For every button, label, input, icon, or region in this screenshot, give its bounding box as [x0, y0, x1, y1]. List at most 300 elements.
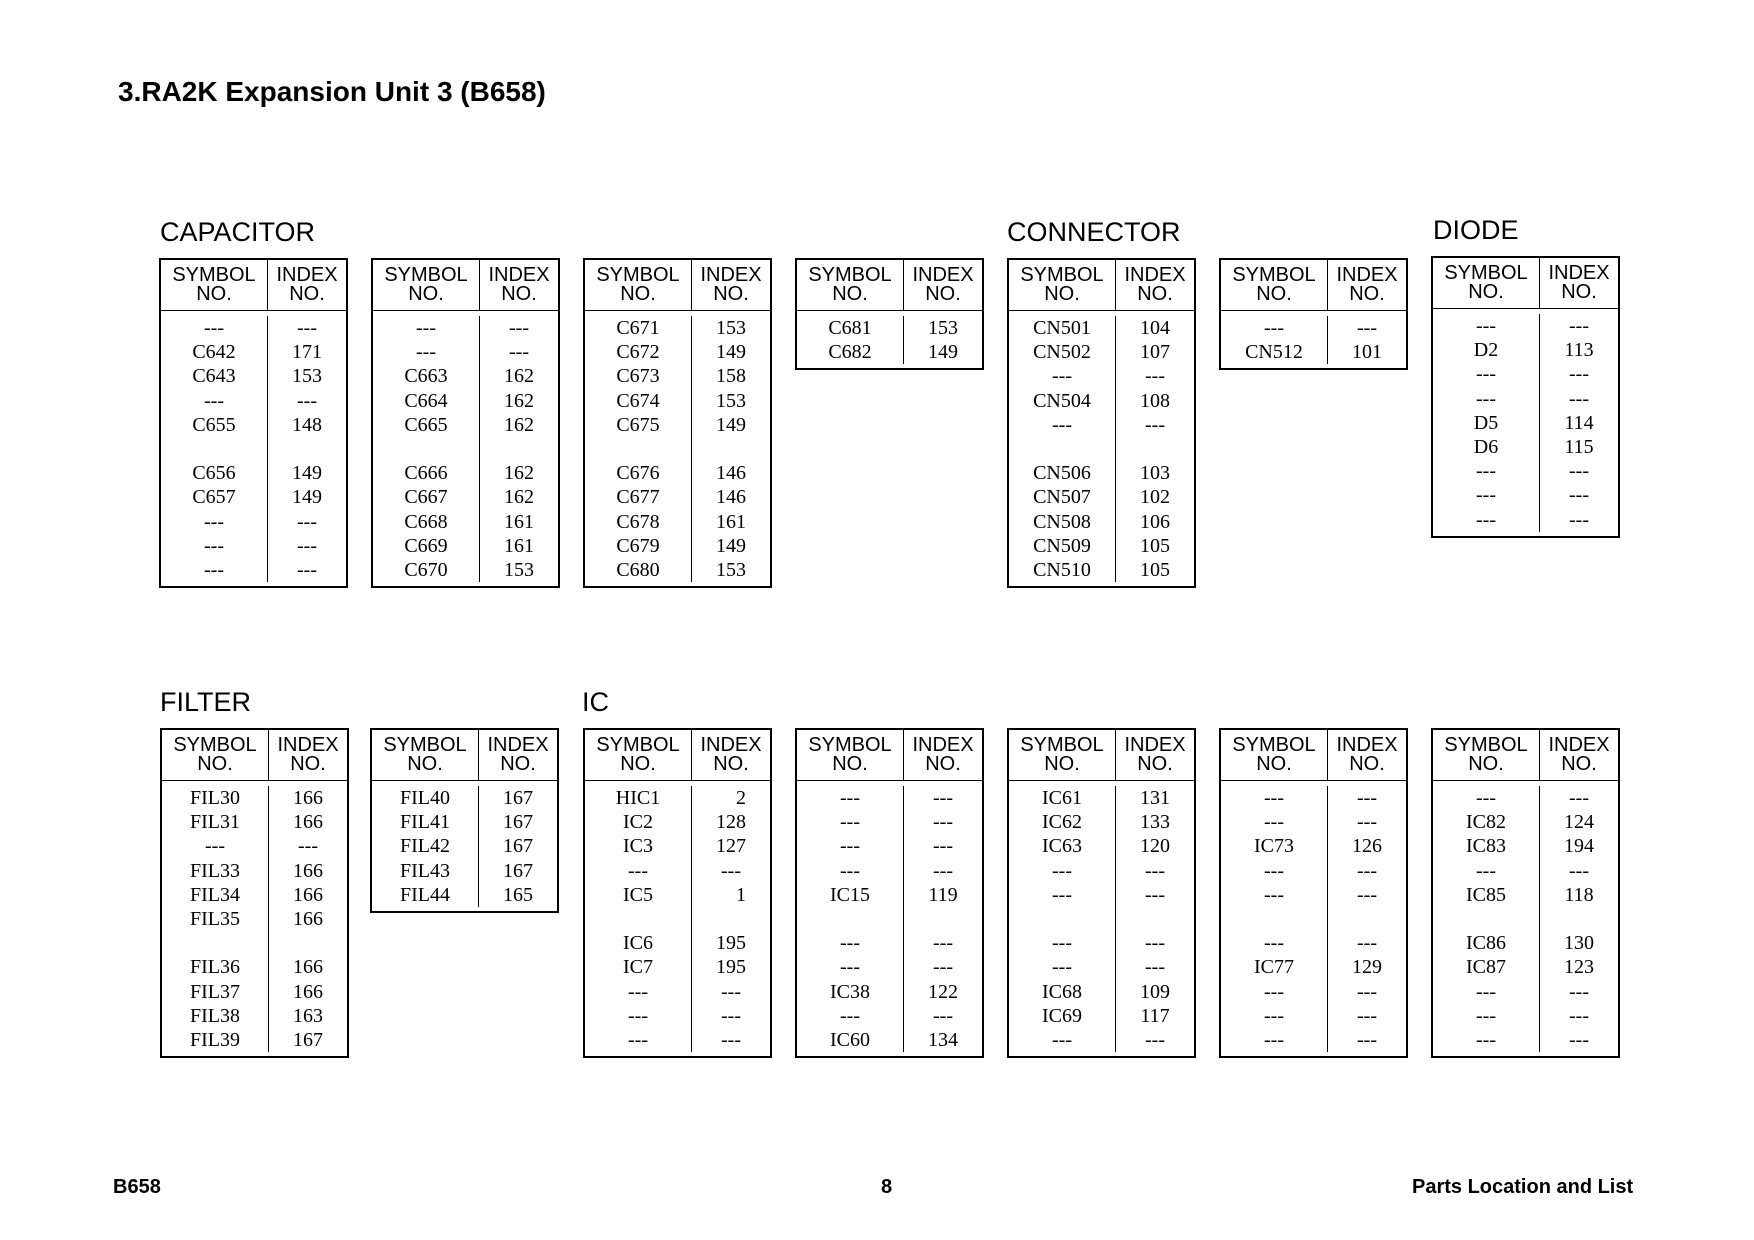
- index-cell: 195: [716, 932, 746, 955]
- index-header-line-1: INDEX: [1124, 264, 1186, 286]
- index-no-header: [904, 730, 982, 780]
- table-header: [1221, 260, 1406, 311]
- symbol-cell: D6: [1473, 435, 1499, 458]
- symbol-header-line-2: NO.: [1256, 753, 1292, 775]
- table-header: [1009, 260, 1194, 311]
- symbol-cell: ---: [840, 859, 860, 882]
- section-label-ic: IC: [582, 687, 609, 717]
- table-header: [1433, 730, 1618, 781]
- index-column: [692, 786, 770, 1052]
- symbol-cell: ---: [1264, 980, 1284, 1003]
- index-cell: ---: [1569, 363, 1589, 386]
- section-label-diode: DIODE: [1433, 215, 1519, 245]
- symbol-cell: IC85: [1466, 883, 1506, 906]
- index-cell: 113: [1564, 339, 1594, 362]
- symbol-cell: C673: [616, 365, 660, 388]
- index-cell: 105: [1140, 558, 1170, 581]
- symbol-cell: ---: [1052, 413, 1072, 436]
- symbol-cell: ---: [1052, 1028, 1072, 1051]
- index-cell: 166: [293, 956, 323, 979]
- index-cell: ---: [933, 859, 953, 882]
- index-cell: 166: [293, 787, 323, 809]
- symbol-cell: CN506: [1033, 462, 1091, 485]
- symbol-cell: C665: [404, 413, 448, 436]
- symbol-column: [585, 786, 692, 1052]
- symbol-cell: ---: [1264, 317, 1284, 339]
- index-cell: 114: [1564, 411, 1594, 434]
- symbol-header-line-2: NO.: [832, 753, 868, 775]
- symbol-no-header: [1009, 730, 1116, 780]
- index-cell: ---: [297, 558, 317, 581]
- symbol-cell: ---: [1052, 932, 1072, 955]
- symbol-cell: C667: [404, 486, 448, 509]
- index-cell: 167: [293, 1028, 323, 1051]
- index-cell: ---: [1569, 1004, 1589, 1027]
- symbol-cell: C655: [192, 413, 236, 436]
- index-no-header: [1540, 730, 1618, 780]
- index-cell: 1: [736, 883, 746, 906]
- index-cell: 149: [928, 341, 958, 364]
- symbol-cell: ---: [1264, 787, 1284, 809]
- symbol-column: [162, 786, 269, 1052]
- index-cell: 105: [1140, 534, 1170, 557]
- index-cell: 162: [504, 462, 534, 485]
- index-no-header: [268, 260, 346, 310]
- symbol-column: [797, 786, 904, 1052]
- symbol-cell: C657: [192, 486, 236, 509]
- index-cell: 130: [1564, 932, 1594, 955]
- symbol-cell: ---: [628, 1004, 648, 1027]
- index-column: [268, 316, 346, 582]
- symbol-header-line-2: NO.: [1468, 753, 1504, 775]
- symbol-header-line-1: SYMBOL: [1232, 734, 1316, 756]
- symbol-cell: FIL44: [400, 883, 450, 906]
- index-cell: 119: [928, 883, 958, 906]
- index-cell: 166: [293, 980, 323, 1003]
- symbol-cell: FIL34: [190, 883, 240, 906]
- index-no-header: [1116, 730, 1194, 780]
- symbol-cell: ---: [205, 835, 225, 858]
- symbol-header-line-1: SYMBOL: [596, 264, 680, 286]
- symbol-column: [585, 316, 692, 582]
- table-header: [162, 730, 347, 781]
- symbol-cell: ---: [1264, 859, 1284, 882]
- symbol-no-header: [372, 730, 479, 780]
- symbol-cell: FIL42: [400, 835, 450, 858]
- symbol-no-header: [797, 260, 904, 310]
- index-header-line-2: NO.: [713, 753, 749, 775]
- index-no-header: [480, 260, 558, 310]
- symbol-column: [1221, 786, 1328, 1052]
- symbol-cell: ---: [1476, 980, 1496, 1003]
- capacitor-table-2: [371, 258, 560, 588]
- symbol-cell: IC63: [1042, 835, 1082, 858]
- index-cell: ---: [1145, 365, 1165, 388]
- index-cell: ---: [1357, 932, 1377, 955]
- index-header-line-2: NO.: [1137, 753, 1173, 775]
- ic-table-2: [795, 728, 984, 1058]
- symbol-cell: IC86: [1466, 932, 1506, 955]
- index-no-header: [479, 730, 557, 780]
- filter-table-1: [160, 728, 349, 1058]
- index-cell: 166: [293, 811, 323, 834]
- symbol-cell: IC7: [623, 956, 653, 979]
- symbol-cell: IC62: [1042, 811, 1082, 834]
- table-header: [797, 260, 982, 311]
- index-cell: ---: [1145, 932, 1165, 955]
- index-cell: 149: [716, 413, 746, 436]
- symbol-column: [1009, 786, 1116, 1052]
- table-header: [1433, 258, 1618, 309]
- symbol-cell: C672: [616, 341, 660, 364]
- index-cell: 123: [1564, 956, 1594, 979]
- index-cell: 109: [1140, 980, 1170, 1003]
- index-cell: 107: [1140, 341, 1170, 364]
- index-cell: ---: [297, 389, 317, 412]
- index-column: [479, 786, 557, 907]
- symbol-cell: C670: [404, 558, 448, 581]
- index-cell: 146: [716, 462, 746, 485]
- symbol-no-header: [1433, 258, 1540, 308]
- index-header-line-2: NO.: [1349, 753, 1385, 775]
- symbol-cell: ---: [1052, 883, 1072, 906]
- index-no-header: [904, 260, 982, 310]
- symbol-header-line-2: NO.: [620, 753, 656, 775]
- index-cell: 167: [503, 787, 533, 809]
- symbol-cell: D2: [1473, 339, 1499, 362]
- index-cell: ---: [721, 1004, 741, 1027]
- symbol-cell: C675: [616, 413, 660, 436]
- symbol-cell: CN504: [1033, 389, 1091, 412]
- table-header: [585, 260, 770, 311]
- table-body: [372, 781, 557, 911]
- index-no-header: [692, 730, 770, 780]
- index-cell: ---: [1357, 787, 1377, 809]
- symbol-cell: CN512: [1245, 341, 1303, 364]
- index-column: [480, 316, 558, 582]
- symbol-cell: C682: [828, 341, 872, 364]
- index-cell: 2: [736, 787, 746, 809]
- index-cell: ---: [933, 811, 953, 834]
- symbol-header-line-2: NO.: [832, 283, 868, 305]
- index-cell: ---: [721, 1028, 741, 1051]
- symbol-cell: HIC1: [615, 787, 661, 809]
- index-cell: ---: [1569, 315, 1589, 337]
- symbol-cell: CN507: [1033, 486, 1091, 509]
- index-cell: ---: [1145, 956, 1165, 979]
- table-body: [161, 311, 346, 586]
- symbol-cell: IC73: [1254, 835, 1294, 858]
- symbol-no-header: [373, 260, 480, 310]
- page-title: 3.RA2K Expansion Unit 3 (B658): [118, 76, 546, 107]
- symbol-cell: C668: [404, 510, 448, 533]
- index-cell: 148: [292, 413, 322, 436]
- index-header-line-2: NO.: [290, 753, 326, 775]
- index-cell: 104: [1140, 317, 1170, 339]
- symbol-header-line-2: NO.: [1044, 283, 1080, 305]
- index-cell: ---: [721, 980, 741, 1003]
- symbol-column: [373, 316, 480, 582]
- table-body: [1433, 309, 1618, 536]
- index-cell: 167: [503, 811, 533, 834]
- index-cell: 108: [1140, 389, 1170, 412]
- index-cell: ---: [1569, 508, 1589, 531]
- symbol-cell: ---: [840, 787, 860, 809]
- symbol-cell: ---: [1476, 508, 1496, 531]
- index-cell: 153: [716, 317, 746, 339]
- symbol-column: [1009, 316, 1116, 582]
- index-cell: 128: [716, 811, 746, 834]
- symbol-cell: C676: [616, 462, 660, 485]
- symbol-cell: IC61: [1042, 787, 1082, 809]
- symbol-no-header: [162, 730, 269, 780]
- index-cell: 126: [1352, 835, 1382, 858]
- index-cell: 115: [1564, 435, 1594, 458]
- index-column: [269, 786, 347, 1052]
- index-cell: 149: [292, 462, 322, 485]
- symbol-cell: IC2: [623, 811, 653, 834]
- table-header: [1221, 730, 1406, 781]
- index-header-line-2: NO.: [1561, 753, 1597, 775]
- symbol-cell: ---: [1476, 1004, 1496, 1027]
- index-cell: 194: [1564, 835, 1594, 858]
- symbol-cell: ---: [1264, 883, 1284, 906]
- symbol-cell: FIL43: [400, 859, 450, 882]
- symbol-cell: C666: [404, 462, 448, 485]
- index-cell: ---: [1357, 317, 1377, 339]
- symbol-cell: ---: [1476, 363, 1496, 386]
- index-cell: 153: [292, 365, 322, 388]
- index-cell: ---: [297, 317, 317, 339]
- table-header: [797, 730, 982, 781]
- index-cell: 165: [503, 883, 533, 906]
- index-cell: ---: [1357, 859, 1377, 882]
- symbol-header-line-1: SYMBOL: [808, 734, 892, 756]
- index-cell: 124: [1564, 811, 1594, 834]
- symbol-cell: ---: [1476, 1028, 1496, 1051]
- symbol-cell: IC87: [1466, 956, 1506, 979]
- index-cell: 162: [504, 389, 534, 412]
- table-header: [373, 260, 558, 311]
- index-cell: 117: [1140, 1004, 1170, 1027]
- index-cell: 102: [1140, 486, 1170, 509]
- index-cell: 167: [503, 835, 533, 858]
- index-cell: 163: [293, 1004, 323, 1027]
- index-cell: 149: [716, 534, 746, 557]
- index-header-line-1: INDEX: [700, 264, 762, 286]
- index-cell: 161: [504, 534, 534, 557]
- symbol-cell: IC69: [1042, 1004, 1082, 1027]
- section-label-capacitor: CAPACITOR: [160, 217, 316, 247]
- index-header-line-2: NO.: [289, 283, 325, 305]
- index-cell: ---: [933, 787, 953, 809]
- symbol-cell: FIL30: [190, 787, 240, 809]
- symbol-cell: C669: [404, 534, 448, 557]
- symbol-header-line-2: NO.: [1468, 281, 1504, 303]
- index-cell: 162: [504, 365, 534, 388]
- symbol-header-line-1: SYMBOL: [173, 734, 257, 756]
- index-cell: ---: [509, 341, 529, 364]
- index-column: [1540, 314, 1618, 532]
- index-cell: 166: [293, 907, 323, 930]
- symbol-cell: CN501: [1033, 317, 1091, 339]
- symbol-header-line-2: NO.: [408, 283, 444, 305]
- index-column: [904, 786, 982, 1052]
- index-cell: ---: [509, 317, 529, 339]
- symbol-cell: IC68: [1042, 980, 1082, 1003]
- symbol-header-line-1: SYMBOL: [1444, 734, 1528, 756]
- symbol-no-header: [585, 730, 692, 780]
- symbol-header-line-2: NO.: [197, 753, 233, 775]
- section-label-connector: CONNECTOR: [1007, 217, 1181, 247]
- symbol-column: [372, 786, 479, 907]
- symbol-cell: IC82: [1466, 811, 1506, 834]
- symbol-cell: D5: [1473, 411, 1499, 434]
- index-cell: 122: [928, 980, 958, 1003]
- index-cell: ---: [1569, 980, 1589, 1003]
- symbol-header-line-1: SYMBOL: [1020, 264, 1104, 286]
- symbol-cell: ---: [840, 811, 860, 834]
- index-column: [692, 316, 770, 582]
- symbol-cell: IC5: [623, 883, 653, 906]
- index-header-line-2: NO.: [925, 283, 961, 305]
- ic-table-5: [1431, 728, 1620, 1058]
- ic-table-1: [583, 728, 772, 1058]
- symbol-no-header: [161, 260, 268, 310]
- symbol-cell: ---: [1476, 787, 1496, 809]
- index-column: [1116, 316, 1194, 582]
- table-body: [1009, 781, 1194, 1056]
- index-header-line-1: INDEX: [488, 264, 550, 286]
- index-cell: 103: [1140, 462, 1170, 485]
- symbol-cell: ---: [840, 1004, 860, 1027]
- table-body: [1221, 781, 1406, 1056]
- symbol-cell: C677: [616, 486, 660, 509]
- symbol-cell: ---: [1052, 365, 1072, 388]
- index-no-header: [1116, 260, 1194, 310]
- symbol-header-line-2: NO.: [1044, 753, 1080, 775]
- symbol-cell: ---: [840, 956, 860, 979]
- index-cell: 162: [504, 486, 534, 509]
- index-header-line-1: INDEX: [487, 734, 549, 756]
- table-header: [372, 730, 557, 781]
- index-cell: ---: [1357, 811, 1377, 834]
- table-body: [1221, 311, 1406, 368]
- index-cell: ---: [721, 859, 741, 882]
- index-column: [1116, 786, 1194, 1052]
- index-cell: 127: [716, 835, 746, 858]
- index-header-line-1: INDEX: [1548, 262, 1610, 284]
- index-cell: ---: [1357, 883, 1377, 906]
- symbol-cell: C642: [192, 341, 236, 364]
- symbol-cell: FIL37: [190, 980, 240, 1003]
- ic-table-4: [1219, 728, 1408, 1058]
- index-header-line-2: NO.: [713, 283, 749, 305]
- index-column: [904, 316, 982, 364]
- index-header-line-1: INDEX: [1124, 734, 1186, 756]
- index-cell: 146: [716, 486, 746, 509]
- symbol-cell: C674: [616, 389, 660, 412]
- symbol-cell: ---: [1264, 811, 1284, 834]
- index-cell: ---: [1569, 787, 1589, 809]
- symbol-header-line-1: SYMBOL: [1444, 262, 1528, 284]
- symbol-cell: ---: [1264, 1028, 1284, 1051]
- index-cell: 161: [504, 510, 534, 533]
- index-cell: 149: [716, 341, 746, 364]
- symbol-cell: FIL33: [190, 859, 240, 882]
- symbol-header-line-2: NO.: [1256, 283, 1292, 305]
- symbol-cell: FIL35: [190, 907, 240, 930]
- index-cell: 134: [928, 1028, 958, 1051]
- symbol-header-line-1: SYMBOL: [383, 734, 467, 756]
- index-cell: 118: [1564, 883, 1594, 906]
- index-cell: 153: [504, 558, 534, 581]
- symbol-header-line-1: SYMBOL: [808, 264, 892, 286]
- symbol-cell: ---: [840, 835, 860, 858]
- symbol-cell: ---: [204, 317, 224, 339]
- symbol-cell: ---: [204, 534, 224, 557]
- diode-table-1: [1431, 256, 1620, 538]
- symbol-column: [797, 316, 904, 364]
- index-column: [1328, 316, 1406, 364]
- section-label-filter: FILTER: [160, 687, 252, 717]
- index-cell: 171: [292, 341, 322, 364]
- symbol-cell: ---: [1476, 460, 1496, 483]
- index-cell: 149: [292, 486, 322, 509]
- index-no-header: [1328, 260, 1406, 310]
- table-body: [373, 311, 558, 586]
- index-cell: ---: [1357, 1004, 1377, 1027]
- index-cell: 120: [1140, 835, 1170, 858]
- index-cell: ---: [1569, 1028, 1589, 1051]
- symbol-cell: ---: [204, 510, 224, 533]
- index-cell: 101: [1352, 341, 1382, 364]
- table-header: [161, 260, 346, 311]
- index-cell: 166: [293, 883, 323, 906]
- index-header-line-1: INDEX: [277, 734, 339, 756]
- symbol-cell: C671: [616, 317, 660, 339]
- index-cell: ---: [1145, 1028, 1165, 1051]
- index-cell: 161: [716, 510, 746, 533]
- index-header-line-2: NO.: [1349, 283, 1385, 305]
- symbol-header-line-2: NO.: [196, 283, 232, 305]
- symbol-cell: FIL36: [190, 956, 240, 979]
- index-cell: 158: [716, 365, 746, 388]
- symbol-header-line-1: SYMBOL: [1232, 264, 1316, 286]
- index-cell: 153: [716, 558, 746, 581]
- symbol-cell: IC77: [1254, 956, 1294, 979]
- table-header: [585, 730, 770, 781]
- symbol-cell: ---: [1476, 387, 1496, 410]
- symbol-no-header: [797, 730, 904, 780]
- symbol-cell: IC38: [830, 980, 870, 1003]
- symbol-cell: FIL41: [400, 811, 450, 834]
- connector-table-2: [1219, 258, 1408, 370]
- symbol-header-line-1: SYMBOL: [1020, 734, 1104, 756]
- index-header-line-1: INDEX: [276, 264, 338, 286]
- symbol-cell: ---: [1476, 315, 1496, 337]
- symbol-cell: FIL38: [190, 1004, 240, 1027]
- index-cell: 129: [1352, 956, 1382, 979]
- footer-section-title: Parts Location and List: [1412, 1176, 1634, 1198]
- symbol-cell: ---: [1264, 932, 1284, 955]
- symbol-cell: C679: [616, 534, 660, 557]
- index-header-line-1: INDEX: [700, 734, 762, 756]
- index-cell: 133: [1140, 811, 1170, 834]
- symbol-cell: ---: [1264, 1004, 1284, 1027]
- symbol-cell: FIL40: [400, 787, 450, 809]
- symbol-cell: ---: [1476, 859, 1496, 882]
